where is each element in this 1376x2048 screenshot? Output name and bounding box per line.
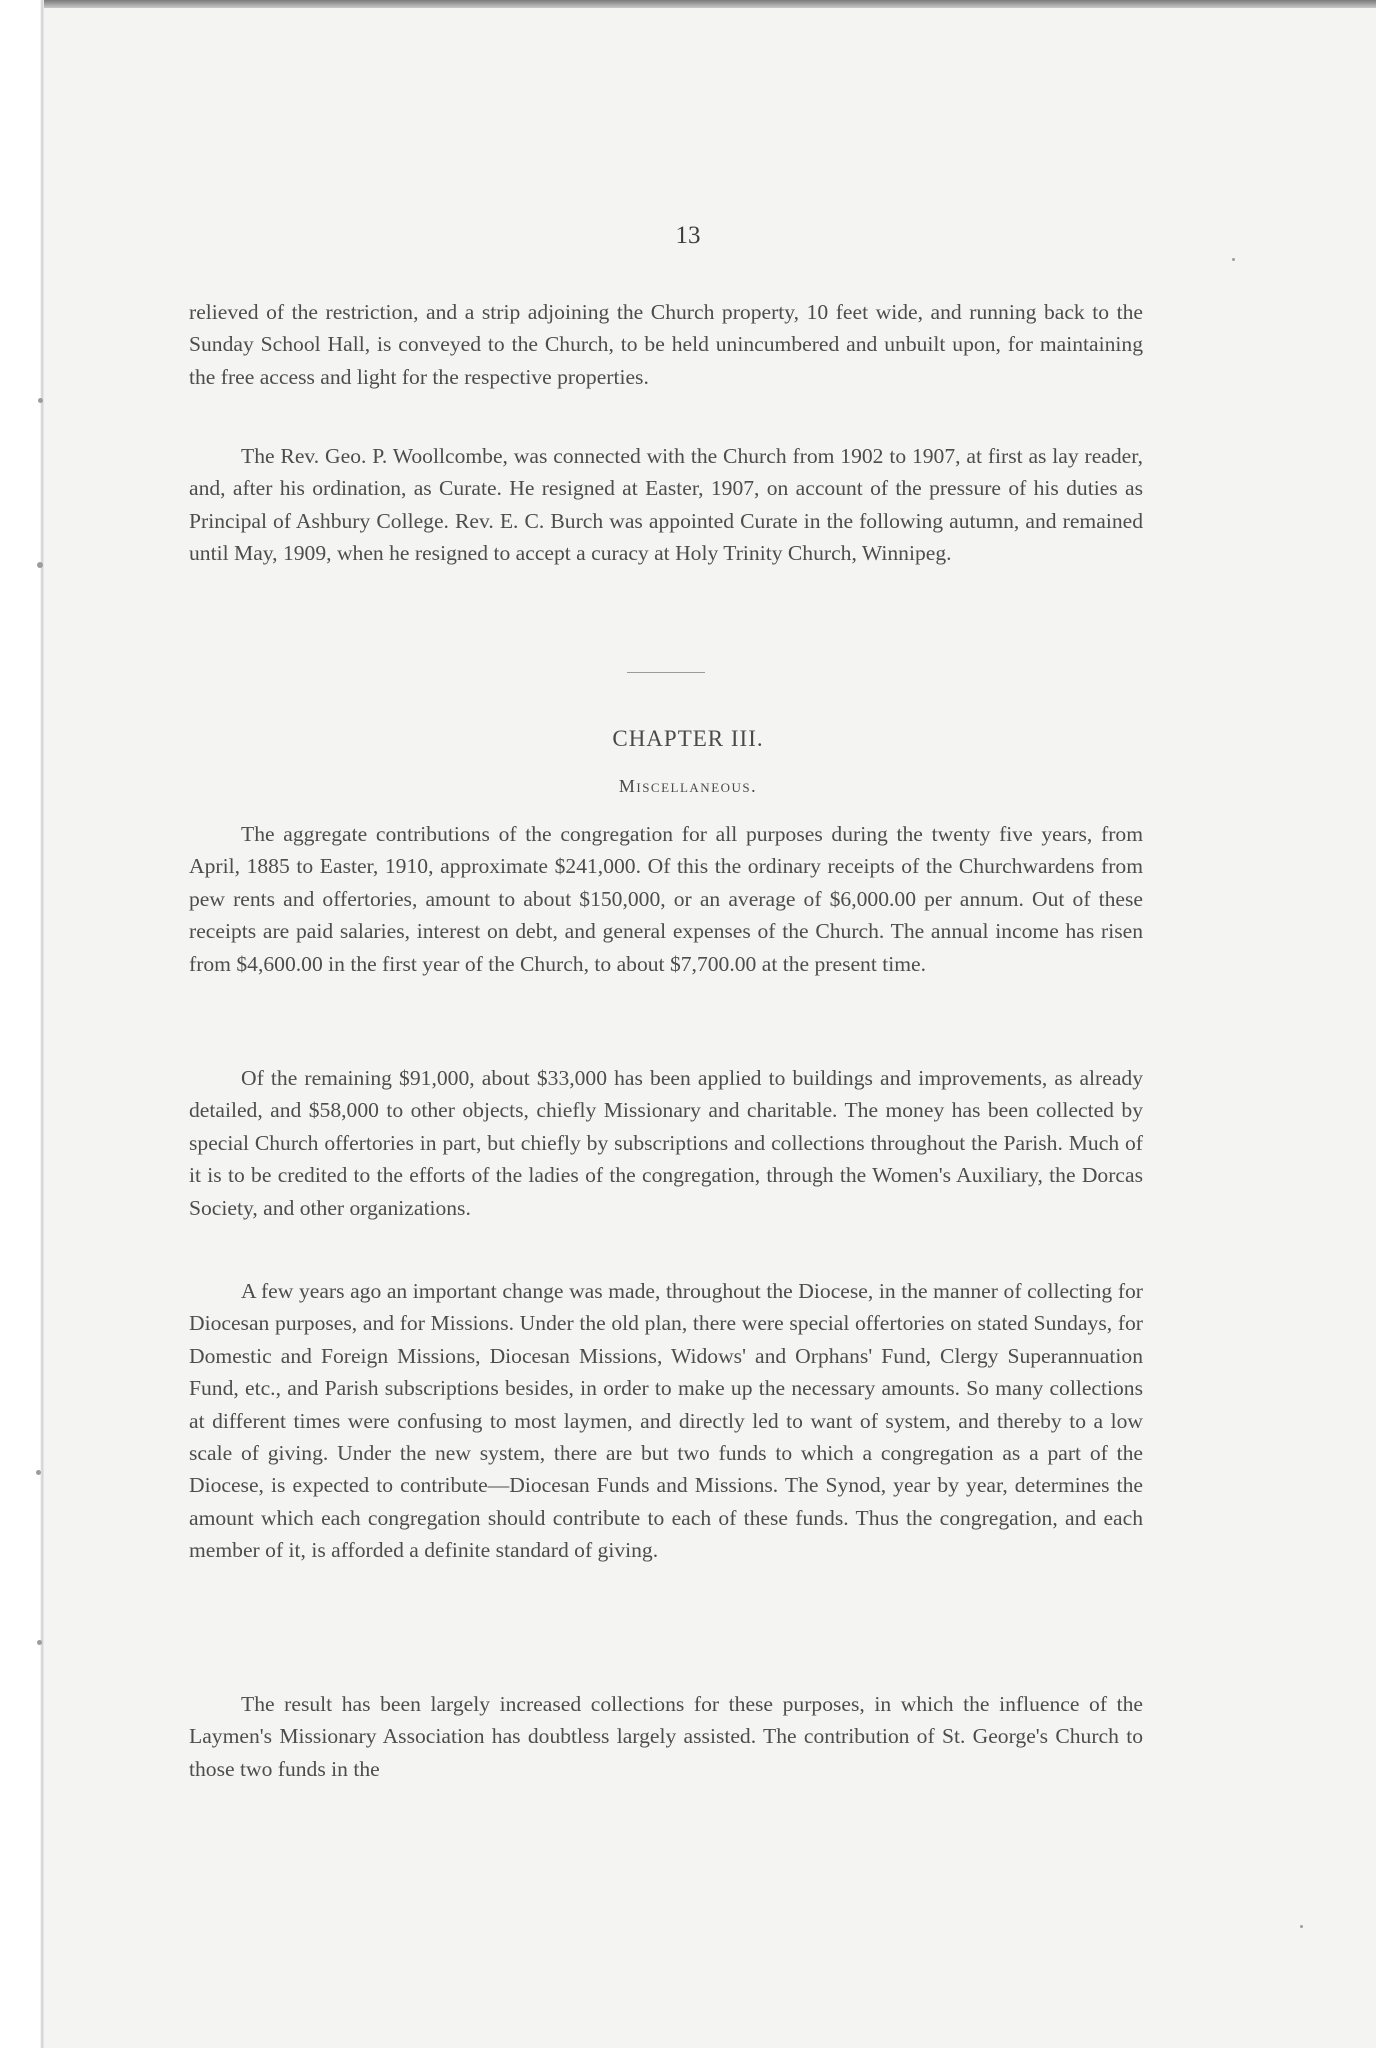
scan-speck [37,562,43,568]
body-text-diocese-change [189,1275,1143,1567]
page-number: 13 [675,222,701,249]
paragraph: The Rev. Geo. P. Woollcombe, was connected with the Church from 1902 to 1907, at first as lay reader, and, after his ordination, as Curate. He resigned at Easter, 1907, on account of the pressure of his duties as Principal of Ashbury College. Rev. E. C. Burch was appointed Curate in the following autumn, and remained until May, 1909, when he resigned to accept a curacy at Holy Trinity Church, Winnipeg. [189,444,1143,566]
paragraph: relieved of the restriction, and a strip adjoining the Church property, 10 feet wide, and running back to the Sunday School Hall, is conveyed to the Church, to be held unincumbered and unbuilt upon, for maintaining the free access and light for the respective properties. [189,300,1143,389]
body-text-result [189,1688,1143,1785]
section-divider [627,672,705,673]
body-text-contributions [189,818,1143,980]
chapter-subtitle: Miscellaneous. [618,776,758,796]
scan-speck [36,1470,41,1475]
page-top-edge [0,0,1376,8]
scan-speck [38,398,43,403]
body-text-curates [189,440,1143,570]
scan-speck [1300,1925,1303,1928]
paragraph: Of the remaining $91,000, about $33,000 has been applied to buildings and improvements, as already detailed, and $58,000 to other objects, chiefly Missionary and charitable. The money has been collected by special Church offertories in part, but chiefly by subscriptions and collections throughout the Parish. Much of it is to be credited to the efforts of the ladies of the congregation, through the Women's Auxiliary, the Dorcas Society, and other organizations. [189,1066,1143,1220]
page-binding-edge [0,0,44,2048]
paragraph: The aggregate contributions of the congregation for all purposes during the twenty five years, from April, 1885 to Easter, 1910, approximate $241,000. Of this the ordinary receipts of the Churchwardens from pew rents and offertories, amount to about $150,000, or an average of $6,000.00 per annum. Out of these receipts are paid salaries, interest on debt, and general expenses of the Church. The annual income has risen from $4,600.00 in the first year of the Church, to about $7,700.00 at the present time. [189,822,1143,976]
body-text-remaining-funds [189,1062,1143,1224]
scan-speck [1232,258,1235,261]
paragraph: A few years ago an important change was made, throughout the Diocese, in the manner of collecting for Diocesan purposes, and for Missions. Under the old plan, there were special offertories on stated Sundays, for Domestic and Foreign Missions, Diocesan Missions, Widows' and Orphans' Fund, Clergy Superannuation Fund, etc., and Parish subscriptions besides, in order to make up the necessary amounts. So many collections at different times were confusing to most laymen, and directly led to want of system, and thereby to a low scale of giving. Under the new system, there are but two funds to which a congregation as a part of the Diocese, is expected to contribute—Diocesan Funds and Missions. The Synod, year by year, determines the amount which each congregation should contribute to each of these funds. Thus the congregation, and each member of it, is afforded a definite standard of giving. [189,1279,1143,1563]
chapter-title: CHAPTER III. [612,726,764,751]
scan-speck [37,1640,42,1645]
paragraph: The result has been largely increased collections for these purposes, in which the influence of the Laymen's Missionary Association has doubtless largely assisted. The contribution of St. George's Church to those two funds in the [189,1692,1143,1781]
body-text-continuation [189,296,1143,393]
